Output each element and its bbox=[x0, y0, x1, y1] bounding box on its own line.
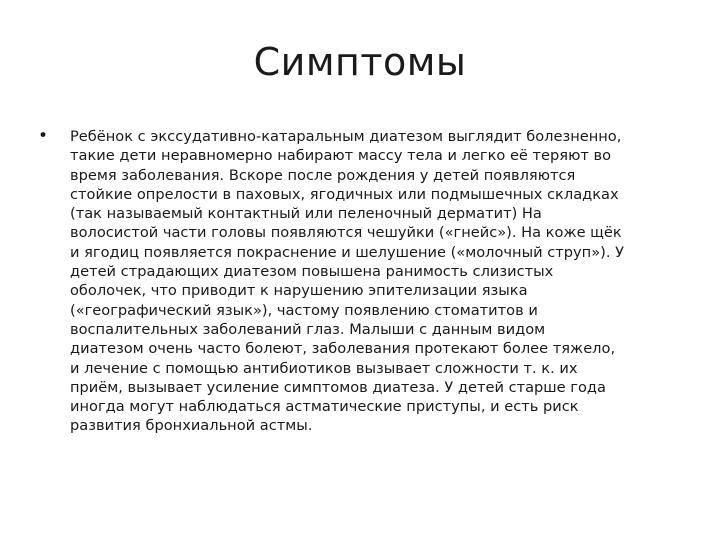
text-line: (так называемый контактный или пеленочный дерматит) На bbox=[70, 205, 542, 223]
bullet-marker: • bbox=[38, 126, 49, 146]
bullet-item bbox=[36, 127, 676, 436]
text-line: Ребёнок с экссудативно-катаральным диатезом выглядит болезненно, bbox=[70, 128, 622, 145]
text-line: время заболевания. Вскоре после рождения у детей появляются bbox=[70, 166, 576, 184]
text-line: и лечение с помощью антибиотиков вызывает сложности т. к. их bbox=[70, 359, 578, 377]
text-line: такие дети неравномерно набирают массу тела и легко её теряют во bbox=[70, 147, 612, 165]
text-line: волосистой части головы появляются чешуйки («гнейс»). На коже щёк bbox=[70, 224, 622, 242]
text-line: («географический язык»), частому появлению стоматитов и bbox=[70, 301, 538, 319]
text-line: приём, вызывает усиление симптомов диатеза. У детей старше года bbox=[70, 378, 606, 396]
bullet-list bbox=[36, 127, 676, 436]
text-line: стойкие опрелости в паховых, ягодичных или подмышечных складках bbox=[70, 185, 619, 203]
text-line: оболочек, что приводит к нарушению эпителизации языка bbox=[70, 282, 528, 300]
text-line: детей страдающих диатезом повышена ранимость слизистых bbox=[70, 263, 554, 281]
text-line: диатезом очень часто болеют, заболевания протекают более тяжело, bbox=[70, 340, 616, 358]
text-line: иногда могут наблюдаться астматические приступы, и есть риск bbox=[70, 398, 579, 416]
text-line: и ягодиц появляется покраснение и шелушение («молочный струп»). У bbox=[70, 243, 624, 261]
text-line: развития бронхиальной астмы. bbox=[70, 417, 313, 435]
bullet-text bbox=[70, 127, 676, 436]
slide-title: Симптомы bbox=[253, 40, 467, 84]
text-line: воспалительных заболеваний глаз. Малыши с данным видом bbox=[70, 320, 546, 338]
